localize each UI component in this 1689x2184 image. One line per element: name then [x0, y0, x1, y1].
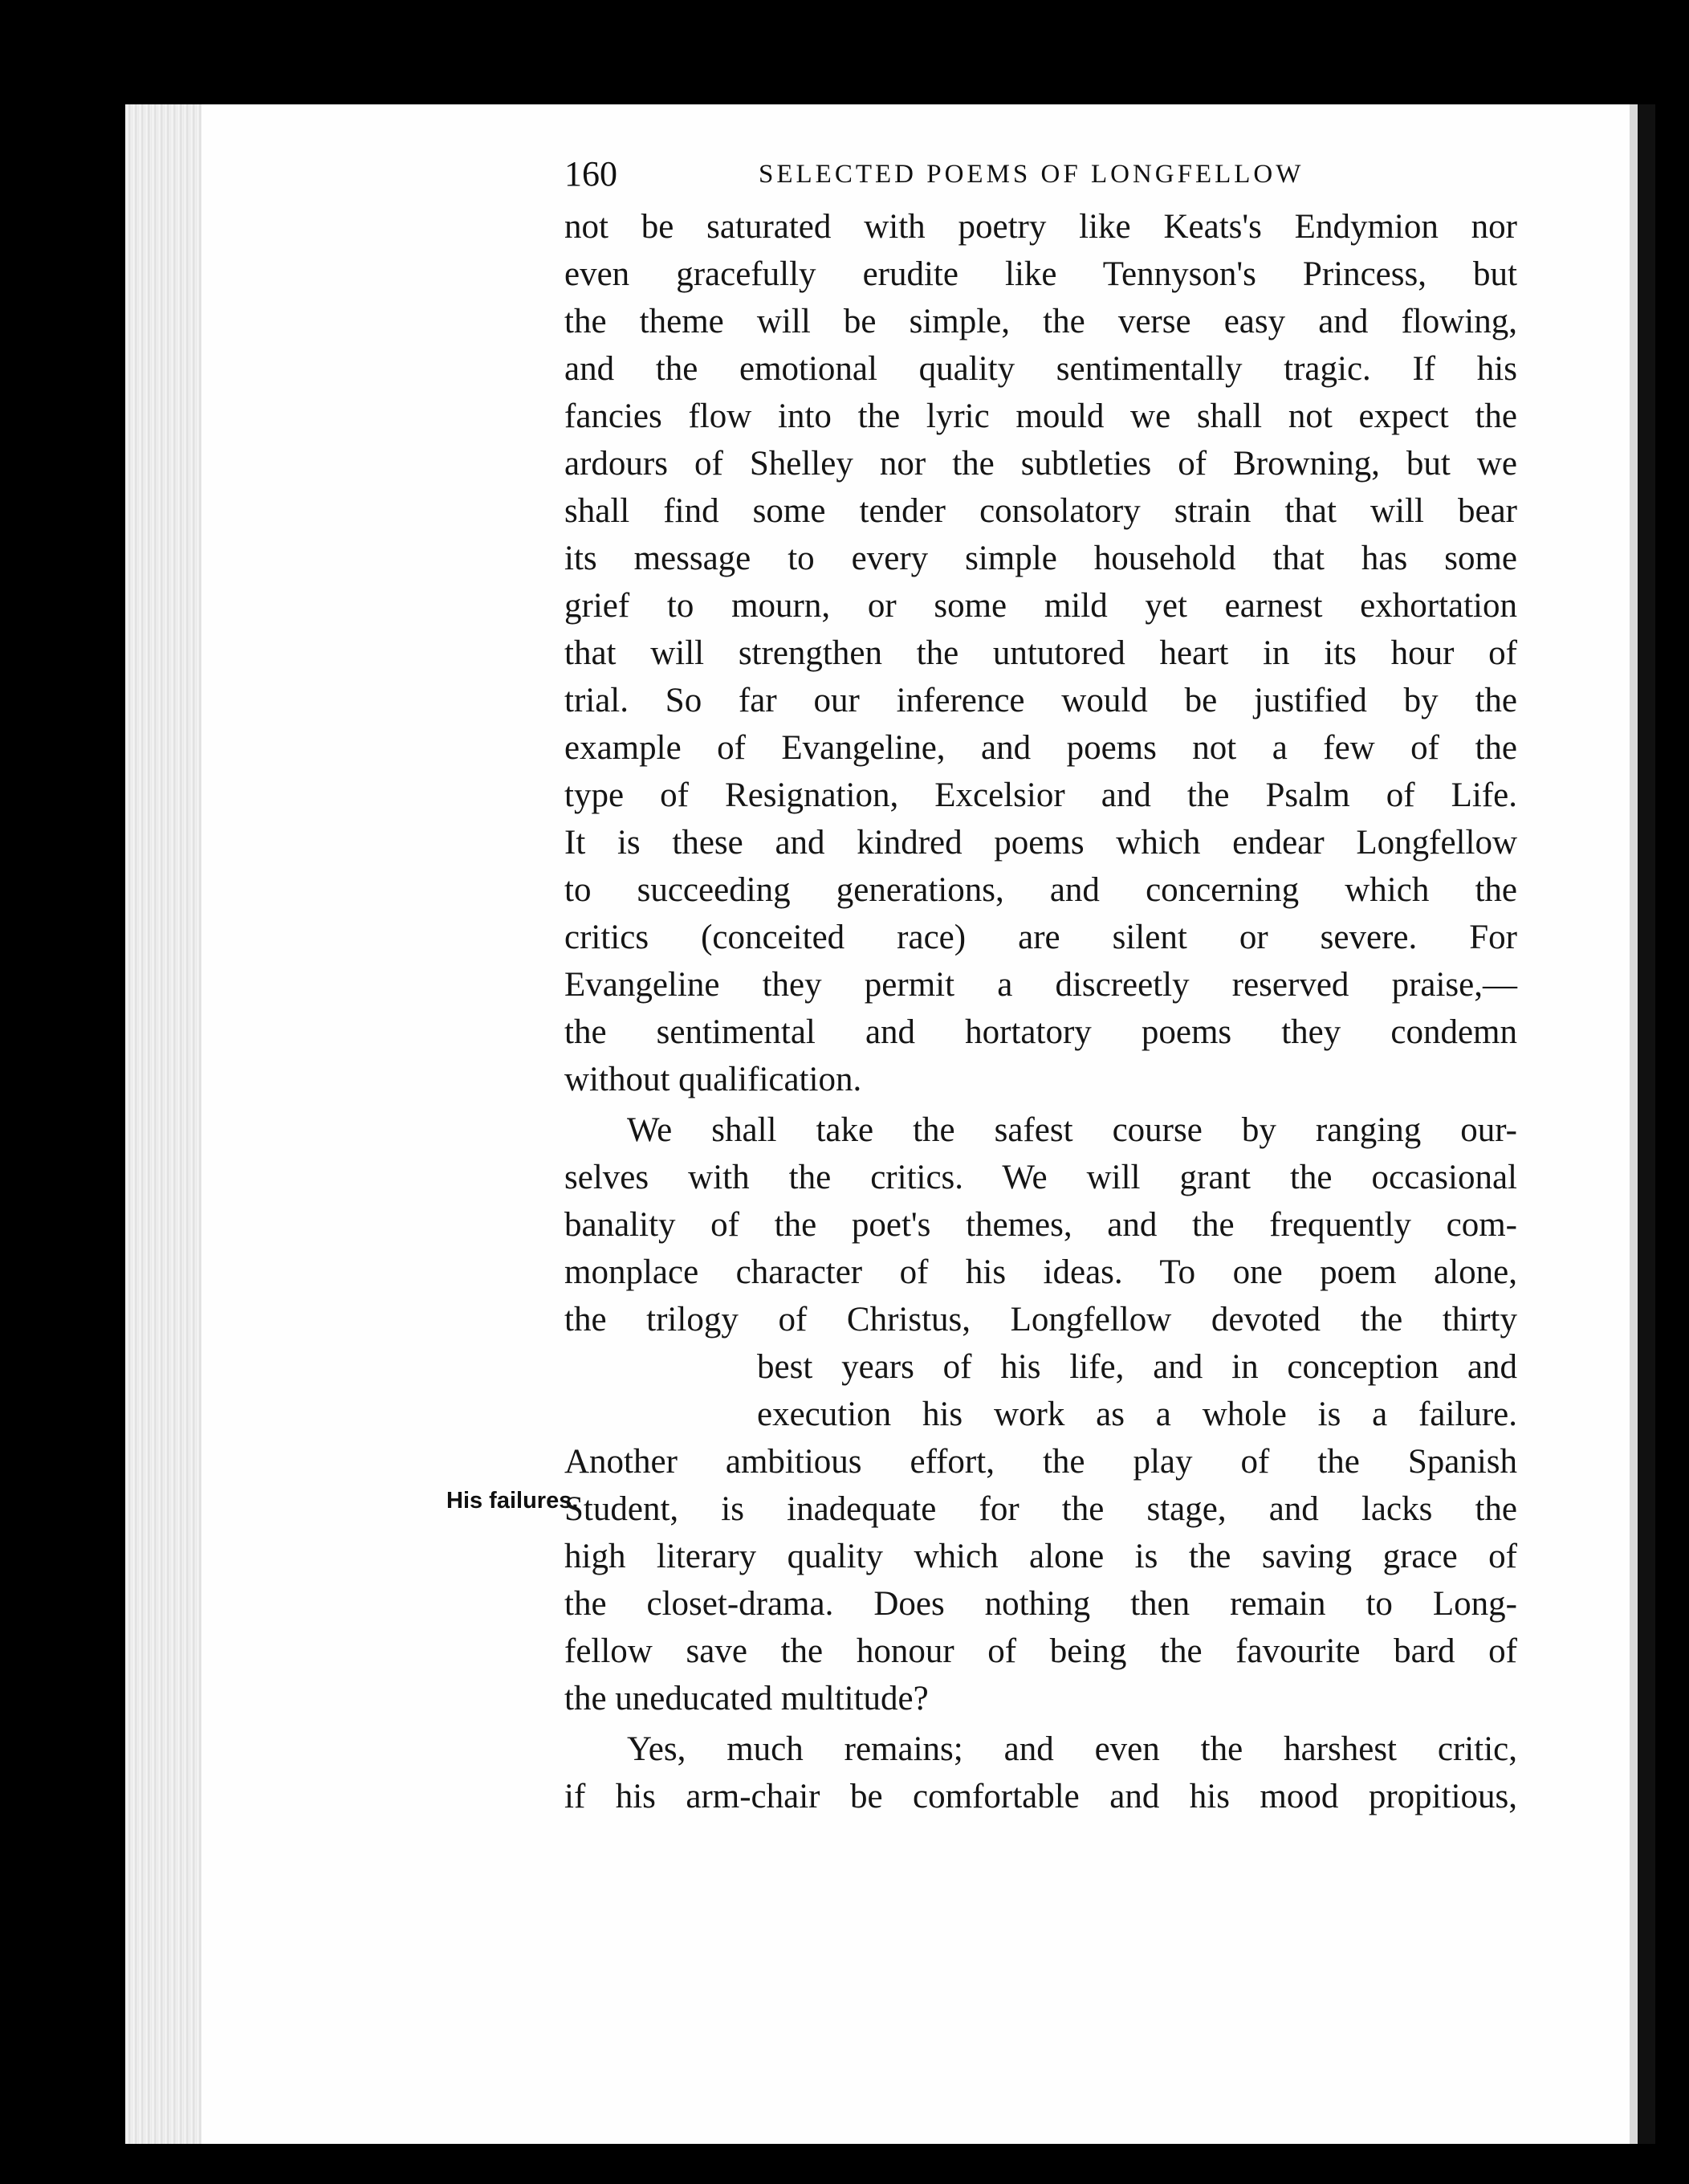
running-head: SELECTED POEMS OF LONGFELLOW — [759, 160, 1304, 189]
text-line: type of Resignation, Excelsior and the Psalm of Life. — [564, 776, 1517, 814]
page-shadow-edge — [1638, 104, 1655, 2144]
text-line: critics (conceited race) are silent or severe. For — [564, 919, 1517, 956]
text-line: trial. So far our inference would be justified by the — [564, 682, 1517, 719]
text-line: It is these and kindred poems which endear Longfellow — [564, 824, 1517, 862]
page-binding-edge — [125, 104, 201, 2144]
text-line: the sentimental and hortatory poems they condemn — [564, 1013, 1517, 1051]
text-line: that will strengthen the untutored heart in its hour of — [564, 634, 1517, 672]
paragraph-2 — [564, 1106, 1517, 1722]
text-line: banality of the poet's themes, and the frequently com- — [564, 1206, 1517, 1244]
text-line: We shall take the safest course by ranging our- — [627, 1111, 1517, 1149]
text-line: fancies flow into the lyric mould we shall not expect the — [564, 397, 1517, 435]
text-line: shall find some tender consolatory strain that will bear — [564, 492, 1517, 530]
text-line: ardours of Shelley nor the subtleties of Browning, but we — [564, 445, 1517, 483]
text-line: even gracefully erudite like Tennyson's Princess, but — [564, 255, 1517, 293]
text-line: and the emotional quality sentimentally tragic. If his — [564, 350, 1517, 388]
text-line: high literary quality which alone is the saving grace of — [564, 1538, 1517, 1575]
paragraph-1 — [564, 203, 1517, 1103]
text-line: example of Evangeline, and poems not a few of the — [564, 729, 1517, 767]
text-line: Yes, much remains; and even the harshest critic, — [627, 1730, 1517, 1768]
paragraph-3 — [564, 1726, 1517, 1820]
text-line: Evangeline they permit a discreetly reserved praise,— — [564, 966, 1517, 1004]
text-line: not be saturated with poetry like Keats's Endymion nor — [564, 208, 1517, 246]
text-line: monplace character of his ideas. To one poem alone, — [564, 1253, 1517, 1291]
text-line: if his arm-chair be comfortable and his mood propitious, — [564, 1778, 1517, 1815]
body-text — [564, 203, 1517, 1820]
text-line: selves with the critics. We will grant the occasional — [564, 1159, 1517, 1196]
page-fore-edge — [1630, 104, 1638, 2144]
text-line: Student, is inadequate for the stage, and lacks the — [564, 1490, 1517, 1528]
text-line: fellow save the honour of being the favourite bard of — [564, 1632, 1517, 1670]
text-line: grief to mourn, or some mild yet earnest exhortation — [564, 587, 1517, 625]
text-line: to succeeding generations, and concerning which the — [564, 871, 1517, 909]
text-line: its message to every simple household that has some — [564, 540, 1517, 577]
text-line: Another ambitious effort, the play of the Spanish — [564, 1443, 1517, 1481]
text-line: the trilogy of Christus, Longfellow devoted the thirty — [564, 1301, 1517, 1339]
margin-note: His failures. — [446, 1488, 579, 1514]
page-number: 160 — [564, 154, 617, 194]
text-line: best years of his life, and in conception and — [757, 1348, 1517, 1386]
text-line: the uneducated multitude? — [564, 1680, 929, 1717]
text-line: the theme will be simple, the verse easy and flowing, — [564, 303, 1517, 340]
page-header — [564, 146, 1532, 202]
text-line: without qualification. — [564, 1061, 862, 1098]
text-line: the closet-drama. Does nothing then remain to Long- — [564, 1585, 1517, 1623]
text-line: execution his work as a whole is a failure. — [757, 1396, 1517, 1433]
